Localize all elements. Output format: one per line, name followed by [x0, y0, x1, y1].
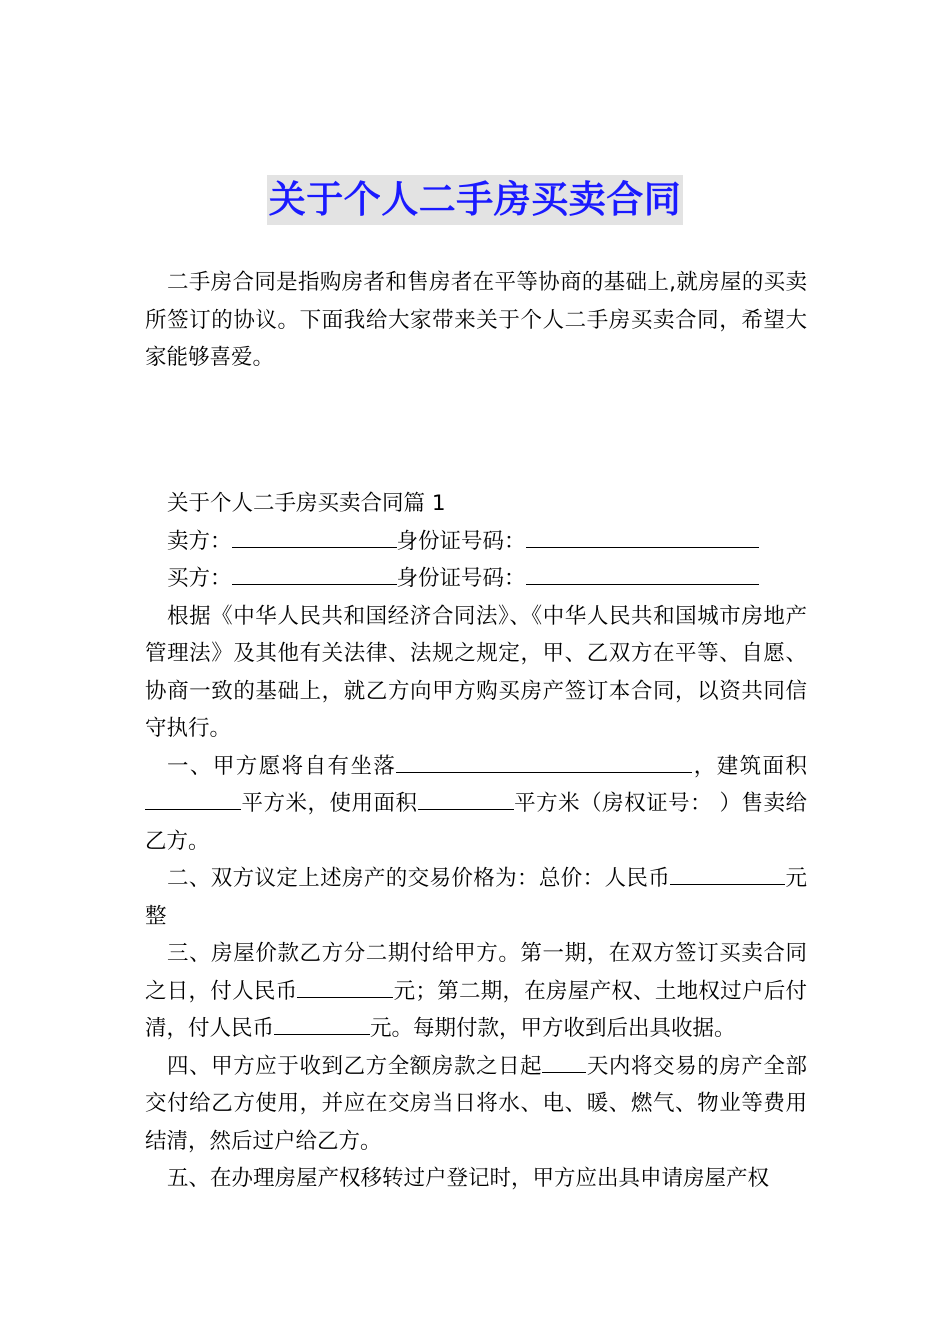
second-payment-blank [274, 1010, 370, 1035]
document-title: 关于个人二手房买卖合同 [267, 175, 684, 225]
seller-name-blank [232, 523, 397, 548]
seller-line [145, 523, 807, 561]
buyer-line [145, 560, 807, 598]
clause-3-text-b: 元；第二期，在房屋产权、土地权过户后付清，付人民币 [145, 978, 807, 1041]
buyer-id-label: 身份证号码： [396, 566, 526, 591]
clause-3-text-a: 三、房屋价款乙方分二期付给甲方。第一期，在双方签订买卖合同之日，付人民币 [145, 941, 807, 1004]
first-payment-blank [297, 973, 393, 998]
buyer-id-blank [526, 560, 759, 585]
basis-paragraph: 根据《中华人民共和国经济合同法》、《中华人民共和国城市房地产管理法》及其他有关法律、法规之规定，甲、乙双方在平等、自愿、协商一致的基础上，就乙方向甲方购买房产签订本合同，以资共同信守执行。 [145, 603, 807, 741]
clause-5: 五、在办理房屋产权移转过户登记时，甲方应出具申请房屋产权 [167, 1166, 770, 1191]
seller-id-blank [526, 523, 759, 548]
seller-id-label: 身份证号码： [396, 528, 526, 554]
intro-block [145, 264, 807, 377]
seller-label: 卖方： [167, 528, 232, 554]
clause-2-text-b: 元整 [145, 866, 807, 929]
clause-3 [145, 935, 807, 1048]
clause-2-text-a: 二、双方议定上述房产的交易价格为：总价：人民币 [167, 866, 671, 891]
buyer-label: 买方： [167, 566, 232, 591]
section-heading: 关于个人二手房买卖合同篇 1 [167, 491, 446, 516]
clause-4-text-b: 天内将交易的房产全部交付给乙方使用，并应在交房当日将水、电、暖、燃气、物业等费用结清，然后过户给乙方。 [145, 1053, 807, 1154]
clause-1 [145, 748, 807, 861]
clause-1-text-a: 一、甲方愿将自有坐落 [167, 753, 397, 779]
usable-area-blank [418, 785, 514, 810]
clause-1-text-c: 平方米，使用面积 [241, 791, 418, 816]
clause-4 [145, 1048, 807, 1161]
clause-2 [145, 860, 807, 935]
clause-1-text-d: 平方米（房权证号： ）售卖给乙方。 [145, 791, 807, 854]
location-blank [396, 748, 692, 773]
title-wrap [0, 175, 950, 225]
contract-body [145, 485, 807, 1198]
intro-paragraph: 二手房合同是指购房者和售房者在平等协商的基础上,就房屋的买卖所签订的协议。下面我给大家带来关于个人二手房买卖合同，希望大家能够喜爱。 [145, 270, 807, 370]
total-price-blank [670, 860, 785, 885]
building-area-blank [145, 785, 241, 810]
clause-4-text-a: 四、甲方应于收到乙方全额房款之日起 [167, 1053, 543, 1079]
clause-3-text-c: 元。每期付款，甲方收到后出具收据。 [370, 1016, 736, 1041]
days-blank [542, 1048, 586, 1073]
buyer-name-blank [232, 560, 397, 585]
clause-1-text-b: ，建筑面积 [692, 753, 807, 779]
